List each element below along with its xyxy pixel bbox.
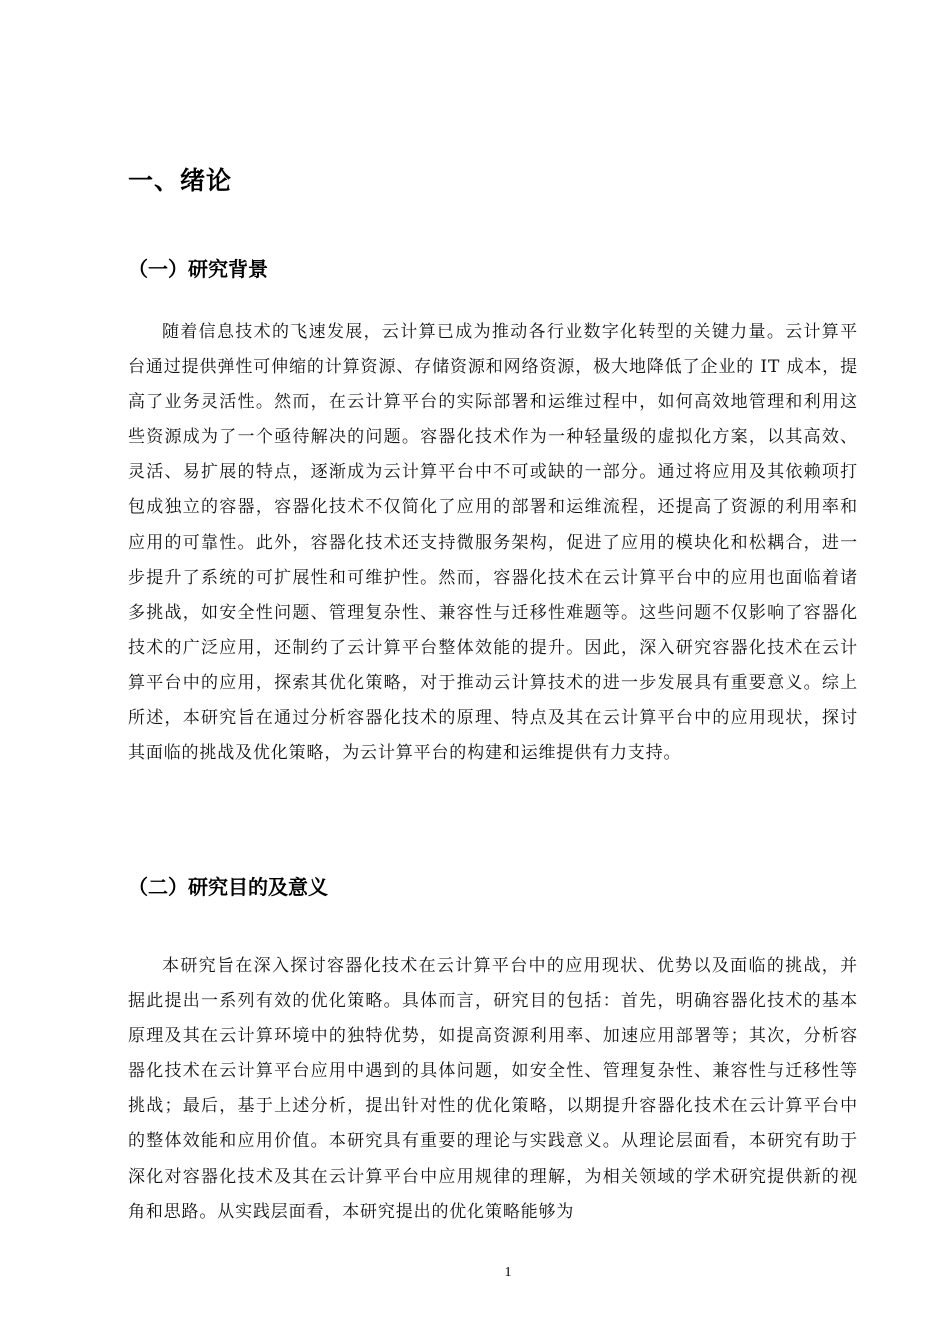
page-number: 1 xyxy=(504,1265,512,1280)
section-title-research-background: （一）研究背景 xyxy=(128,257,268,281)
paragraph-research-background: 随着信息技术的飞速发展，云计算已成为推动各行业数字化转型的关键力量。云计算平台通过提供弹性可伸缩的计算资源、存储资源和网络资源，极大地降低了企业的 IT 成本，提高了业务灵活性。然而，在云计算平台的实际部署和运维过程中，如何高效地管理和利用这些资源成为了一个亟待解决的问题。容器化技术作为一种轻量级的虚拟化方案，以其高效、灵活、易扩展的特点，逐渐成为云计算平台中不可或缺的一部分。通过将应用及其依赖项打包成独立的容器，容器化技术不仅简化了应用的部署和运维流程，还提高了资源的利用率和应用的可靠性。此外，容器化技术还支持微服务架构，促进了应用的模块化和松耦合，进一步提升了系统的可扩展性和可维护性。然而，容器化技术在云计算平台中的应用也面临着诸多挑战，如安全性问题、管理复杂性、兼容性与迁移性难题等。这些问题不仅影响了容器化技术的广泛应用，还制约了云计算平台整体效能的提升。因此，深入研究容器化技术在云计算平台中的应用，探索其优化策略，对于推动云计算技术的进一步发展具有重要意义。综上所述，本研究旨在通过分析容器化技术的原理、特点及其在云计算平台中的应用现状，探讨其面临的挑战及优化策略，为云计算平台的构建和运维提供有力支持。 xyxy=(128,322,858,764)
section-title-research-purpose: （二）研究目的及意义 xyxy=(128,875,328,899)
paragraph-research-purpose: 本研究旨在深入探讨容器化技术在云计算平台中的应用现状、优势以及面临的挑战，并据此提出一系列有效的优化策略。具体而言，研究目的包括：首先，明确容器化技术的基本原理及其在云计算环境中的独特优势，如提高资源利用率、加速应用部署等；其次，分析容器化技术在云计算平台应用中遇到的具体问题，如安全性、管理复杂性、兼容性与迁移性等挑战；最后，基于上述分析，提出针对性的优化策略，以期提升容器化技术在云计算平台中的整体效能和应用价值。本研究具有重要的理论与实践意义。从理论层面看，本研究有助于深化对容器化技术及其在云计算平台中应用规律的理解，为相关领域的学术研究提供新的视角和思路。从实践层面看，本研究提出的优化策略能够为 xyxy=(128,956,858,1222)
chapter-title: 一、绪论 xyxy=(128,166,233,195)
